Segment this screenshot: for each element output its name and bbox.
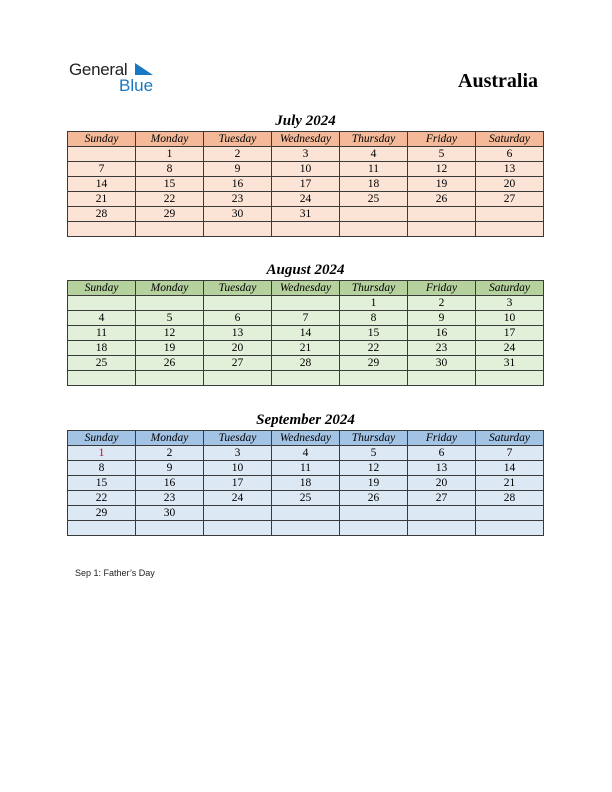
day-cell: 27 [204, 356, 272, 371]
day-cell: 15 [340, 326, 408, 341]
weekday-thursday: Thursday [340, 132, 408, 147]
day-cell: 7 [476, 446, 544, 461]
day-cell: 15 [68, 476, 136, 491]
day-cell [68, 147, 136, 162]
week-row [68, 162, 544, 177]
day-cell: 7 [68, 162, 136, 177]
day-cell [204, 296, 272, 311]
weekday-header-row [68, 132, 544, 147]
week-row [68, 506, 544, 521]
day-cell [476, 521, 544, 536]
weekday-sunday: Sunday [68, 431, 136, 446]
weekday-tuesday: Tuesday [204, 132, 272, 147]
day-cell: 28 [272, 356, 340, 371]
week-row [68, 222, 544, 237]
day-cell [408, 207, 476, 222]
day-cell: 8 [136, 162, 204, 177]
day-cell: 3 [476, 296, 544, 311]
day-cell: 11 [340, 162, 408, 177]
day-cell [340, 222, 408, 237]
logo-text-blue: Blue [119, 76, 154, 95]
week-row [68, 461, 544, 476]
day-cell: 17 [272, 177, 340, 192]
day-cell: 4 [68, 311, 136, 326]
day-cell: 13 [476, 162, 544, 177]
day-cell: 5 [136, 311, 204, 326]
week-row [68, 207, 544, 222]
day-cell: 10 [204, 461, 272, 476]
day-cell: 2 [204, 147, 272, 162]
day-cell: 6 [476, 147, 544, 162]
day-cell [272, 371, 340, 386]
day-cell: 12 [340, 461, 408, 476]
day-cell: 30 [408, 356, 476, 371]
generalblue-logo [69, 60, 169, 96]
day-cell: 23 [136, 491, 204, 506]
day-cell: 20 [408, 476, 476, 491]
day-cell: 30 [136, 506, 204, 521]
month-august [67, 260, 544, 386]
day-cell [204, 222, 272, 237]
day-cell: 20 [476, 177, 544, 192]
day-cell: 26 [340, 491, 408, 506]
week-row [68, 341, 544, 356]
day-cell: 20 [204, 341, 272, 356]
day-cell: 26 [408, 192, 476, 207]
weekday-friday: Friday [408, 431, 476, 446]
day-cell: 16 [136, 476, 204, 491]
week-row [68, 147, 544, 162]
day-cell: 25 [272, 491, 340, 506]
day-cell: 22 [136, 192, 204, 207]
day-cell: 14 [476, 461, 544, 476]
week-row [68, 476, 544, 491]
day-cell [340, 207, 408, 222]
day-cell: 23 [408, 341, 476, 356]
day-cell: 12 [136, 326, 204, 341]
day-cell: 9 [408, 311, 476, 326]
day-cell: 22 [68, 491, 136, 506]
holiday-note: Sep 1: Father’s Day [75, 568, 155, 578]
day-cell: 2 [408, 296, 476, 311]
weekday-header-row [68, 281, 544, 296]
day-cell: 28 [68, 207, 136, 222]
day-cell [272, 521, 340, 536]
day-cell: 12 [408, 162, 476, 177]
day-cell [340, 371, 408, 386]
day-cell: 17 [204, 476, 272, 491]
day-cell: 8 [68, 461, 136, 476]
day-cell: 29 [340, 356, 408, 371]
day-cell [136, 521, 204, 536]
week-row [68, 491, 544, 506]
weekday-saturday: Saturday [476, 281, 544, 296]
day-cell [340, 506, 408, 521]
weekday-monday: Monday [136, 431, 204, 446]
weekday-thursday: Thursday [340, 281, 408, 296]
day-cell [204, 506, 272, 521]
week-row [68, 356, 544, 371]
day-cell [408, 222, 476, 237]
day-cell: 13 [408, 461, 476, 476]
day-cell: 24 [272, 192, 340, 207]
day-cell: 19 [408, 177, 476, 192]
day-cell: 16 [408, 326, 476, 341]
day-cell: 13 [204, 326, 272, 341]
week-row [68, 311, 544, 326]
day-cell [272, 506, 340, 521]
day-cell: 14 [68, 177, 136, 192]
weekday-sunday: Sunday [68, 132, 136, 147]
day-cell [68, 521, 136, 536]
weekday-tuesday: Tuesday [204, 431, 272, 446]
weekday-wednesday: Wednesday [272, 431, 340, 446]
day-cell: 5 [340, 446, 408, 461]
month-title: August 2024 [266, 262, 345, 278]
week-row [68, 177, 544, 192]
day-cell: 9 [204, 162, 272, 177]
day-cell: 23 [204, 192, 272, 207]
day-cell: 29 [136, 207, 204, 222]
calendar-grid [67, 280, 544, 386]
day-cell: 24 [204, 491, 272, 506]
month-september [67, 410, 544, 536]
day-cell: 14 [272, 326, 340, 341]
weekday-thursday: Thursday [340, 431, 408, 446]
day-cell: 25 [340, 192, 408, 207]
day-cell: 18 [68, 341, 136, 356]
day-cell: 1 [136, 147, 204, 162]
weekday-friday: Friday [408, 281, 476, 296]
day-cell: 1 [340, 296, 408, 311]
day-cell: 2 [136, 446, 204, 461]
month-title: July 2024 [275, 113, 336, 129]
day-cell: 4 [340, 147, 408, 162]
day-cell [340, 521, 408, 536]
day-cell: 15 [136, 177, 204, 192]
day-cell: 10 [272, 162, 340, 177]
day-cell [272, 296, 340, 311]
day-cell: 31 [476, 356, 544, 371]
day-cell: 19 [136, 341, 204, 356]
day-cell-holiday: 1 [68, 446, 136, 461]
day-cell: 6 [204, 311, 272, 326]
day-cell [408, 371, 476, 386]
day-cell: 19 [340, 476, 408, 491]
week-row [68, 521, 544, 536]
day-cell: 27 [476, 192, 544, 207]
day-cell: 17 [476, 326, 544, 341]
weekday-monday: Monday [136, 281, 204, 296]
day-cell [68, 371, 136, 386]
weekday-sunday: Sunday [68, 281, 136, 296]
day-cell: 5 [408, 147, 476, 162]
weekday-monday: Monday [136, 132, 204, 147]
day-cell: 11 [68, 326, 136, 341]
day-cell [68, 222, 136, 237]
day-cell [136, 371, 204, 386]
day-cell [204, 371, 272, 386]
day-cell: 30 [204, 207, 272, 222]
month-title: September 2024 [256, 412, 355, 428]
week-row [68, 296, 544, 311]
day-cell: 6 [408, 446, 476, 461]
calendar-grid [67, 430, 544, 536]
day-cell: 26 [136, 356, 204, 371]
weekday-friday: Friday [408, 132, 476, 147]
day-cell: 31 [272, 207, 340, 222]
weekday-wednesday: Wednesday [272, 132, 340, 147]
day-cell [408, 506, 476, 521]
day-cell: 9 [136, 461, 204, 476]
day-cell [476, 222, 544, 237]
logo-triangle-icon [135, 63, 153, 77]
day-cell [476, 207, 544, 222]
weekday-saturday: Saturday [476, 132, 544, 147]
day-cell: 29 [68, 506, 136, 521]
day-cell: 4 [272, 446, 340, 461]
day-cell: 7 [272, 311, 340, 326]
weekday-saturday: Saturday [476, 431, 544, 446]
day-cell: 18 [272, 476, 340, 491]
day-cell: 16 [204, 177, 272, 192]
day-cell: 27 [408, 491, 476, 506]
weekday-header-row [68, 431, 544, 446]
day-cell: 28 [476, 491, 544, 506]
day-cell [136, 296, 204, 311]
day-cell: 21 [476, 476, 544, 491]
week-row [68, 192, 544, 207]
weekday-wednesday: Wednesday [272, 281, 340, 296]
day-cell: 21 [272, 341, 340, 356]
day-cell [204, 521, 272, 536]
day-cell [136, 222, 204, 237]
day-cell: 22 [340, 341, 408, 356]
day-cell [408, 521, 476, 536]
day-cell [68, 296, 136, 311]
logo-text-general: General [69, 60, 128, 79]
day-cell [476, 506, 544, 521]
week-row [68, 371, 544, 386]
day-cell: 10 [476, 311, 544, 326]
day-cell [272, 222, 340, 237]
calendar-grid [67, 131, 544, 237]
day-cell: 3 [272, 147, 340, 162]
day-cell: 24 [476, 341, 544, 356]
weekday-tuesday: Tuesday [204, 281, 272, 296]
day-cell: 21 [68, 192, 136, 207]
month-july [67, 111, 544, 237]
day-cell: 25 [68, 356, 136, 371]
day-cell [476, 371, 544, 386]
day-cell: 8 [340, 311, 408, 326]
week-row [68, 326, 544, 341]
country-title: Australia [458, 70, 538, 92]
day-cell: 18 [340, 177, 408, 192]
day-cell: 3 [204, 446, 272, 461]
day-cell: 11 [272, 461, 340, 476]
week-row [68, 446, 544, 461]
